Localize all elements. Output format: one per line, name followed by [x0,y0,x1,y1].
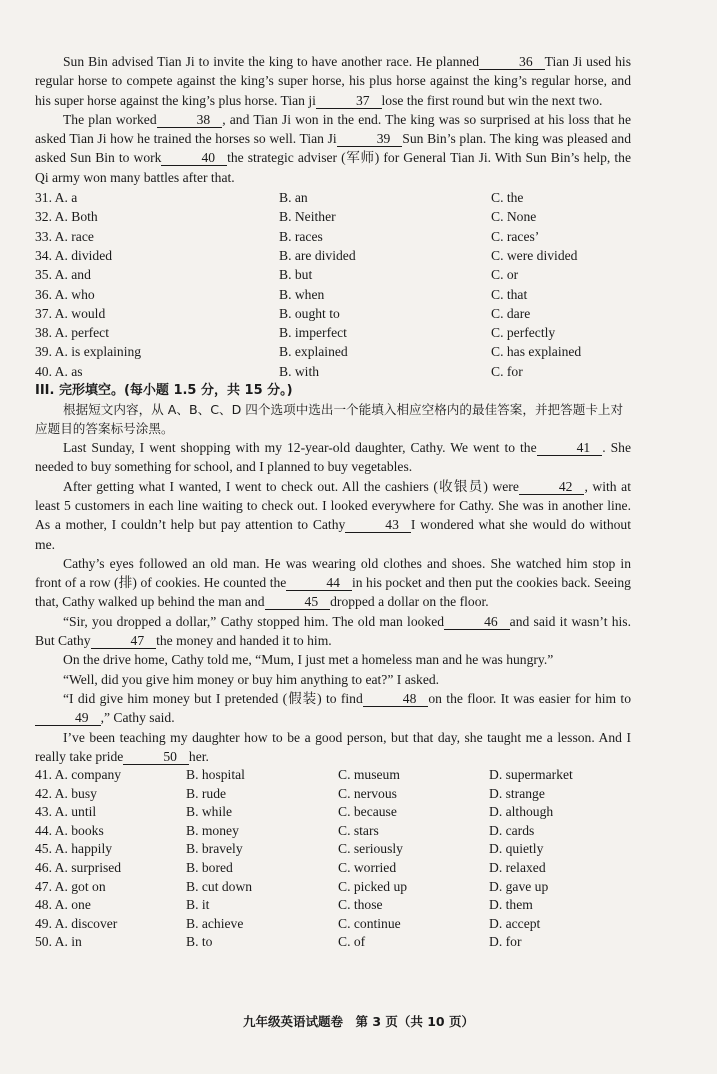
option-row: 34. A. divided B. are divided C. were divided [35,247,578,263]
option-row: 47. A. got on B. cut down C. picked up D. gave up [35,878,549,894]
passage2-paragraph7: “I did give him money but I pretended (假装) to find 48 on the floor. It was easier for him to49 ,” Cathy said. [35,689,631,728]
options-41-50 [35,766,631,952]
option-row: 46. A. surprised B. bored C. worried D. relaxed [35,860,546,876]
option-row: 44. A. books B. money C. stars D. cards [35,822,535,838]
passage2-paragraph1: Last Sunday, I went shopping with my 12-year-old daughter, Cathy. We went to the 41 . She needed to buy something for school, and I planned to buy vegetables. [35,440,632,475]
blank-47: 47 [91,633,157,649]
passage2-paragraph5: On the drive home, Cathy told me, “Mum, I just met a homeless man and he was hungry.” [63,652,554,668]
passage2-paragraph6: “Well, did you give him money or buy him anything to eat?” I asked. [63,671,440,687]
blank-48: 48 [363,691,429,707]
option-row: 45. A. happily B. bravely C. seriously D. quietly [35,841,544,857]
blank-37: 37 [316,93,382,109]
option-row: 37. A. would B. ought to C. dare [35,305,531,321]
passage2-paragraph2: After getting what I wanted, I went to check out. All the cashiers (收银员) were 42 , with at least 5 customers in each line waiting to check out. I looked everywhere for Cathy. She was in another line. As a mother, I couldn’t help but pay attention to Cathy 43 I wondered what she would do without me. [35,478,631,552]
blank-43: 43 [345,517,411,533]
option-row: 42. A. busy B. rude C. nervous D. strange [35,785,545,801]
blank-46: 46 [444,614,510,630]
option-row: 43. A. until B. while C. because D. although [35,804,554,820]
blank-42: 42 [519,479,585,495]
option-row: 32. A. Both B. Neither C. None [35,209,537,225]
passage2-paragraph8: I’ve been teaching my daughter how to be a good person, but that day, she taught me a lesson. And I really take pride 50 her. [35,729,631,764]
blank-50: 50 [123,749,189,765]
option-row: 40. A. as B. with C. for [35,363,523,379]
option-row: 50. A. in B. to C. of D. for [35,934,522,950]
section-heading: III. 完形填空。(每小题 1.5 分，共 15 分。) [35,383,293,399]
option-row: 49. A. discover B. achieve C. continue D. accept [35,915,541,931]
blank-41: 41 [537,440,603,456]
blank-49: 49 [35,710,101,726]
passage1-paragraph2: The plan worked 38 , and Tian Ji won in the end. The king was so surprised at his loss that he asked Tian Ji how he trained the horses so well. Tian Ji 39 Sun Bin’s plan. The king was pleased and asked Sun Bin to work 40 the strategic adviser (军师) for General Tian Ji. With Sun Bin’s help, the Qi army won many battles after that. [35,111,631,185]
section-instruction: 根据短文内容，从 A、B、C、D 四个选项中选出一个能填入相应空格内的最佳答案，并把答题卡上对应题目的答案标号涂黑。 [35,402,624,437]
option-row: 33. A. race B. races C. races’ [35,228,540,244]
passage1-paragraph1: Sun Bin advised Tian Ji to invite the king to have another race. He planned 36 Tian Ji used his regular horse to compete against the king’s super horse, his plus horse against the king’s regular horse, and his super horse against the king’s plus horse. Tian ji 37 lose the first round but win the next two. [35,54,631,108]
passage2-paragraph4: “Sir, you dropped a dollar,” Cathy stopped him. The old man looked 46 and said it wasn’t his. But Cathy 47 the money and handed it to him. [35,613,631,649]
page-footer: 九年级英语试题卷 第 3 页（共 10 页） [242,1014,474,1029]
passage2-paragraph3: Cathy’s eyes followed an old man. He was wearing old clothes and shoes. She watched him stop in front of a row (排) of cookies. He counted the 44 in his pocket and then put the cookies back. Seeing that, Cathy walked up behind the man and 45 dropped a dollar on the floor. [35,555,631,610]
option-row: 36. A. who B. when C. that [35,286,528,302]
option-row: 38. A. perfect B. imperfect C. perfectly [35,325,556,341]
exam-page [35,52,631,952]
blank-38: 38 [157,112,223,128]
option-row: 31. A. a B. an C. the [35,190,524,206]
blank-45: 45 [265,594,331,610]
option-row: 48. A. one B. it C. those D. them [35,897,533,913]
option-row: 35. A. and B. but C. or [35,267,519,283]
options-31-40 [35,188,631,381]
option-row: 39. A. is explaining B. explained C. has explained [35,344,582,360]
blank-36: 36 [479,54,545,70]
option-row: 41. A. company B. hospital C. museum D. supermarket [35,767,573,783]
blank-40: 40 [161,150,227,166]
blank-39: 39 [337,131,403,147]
blank-44: 44 [286,575,352,591]
